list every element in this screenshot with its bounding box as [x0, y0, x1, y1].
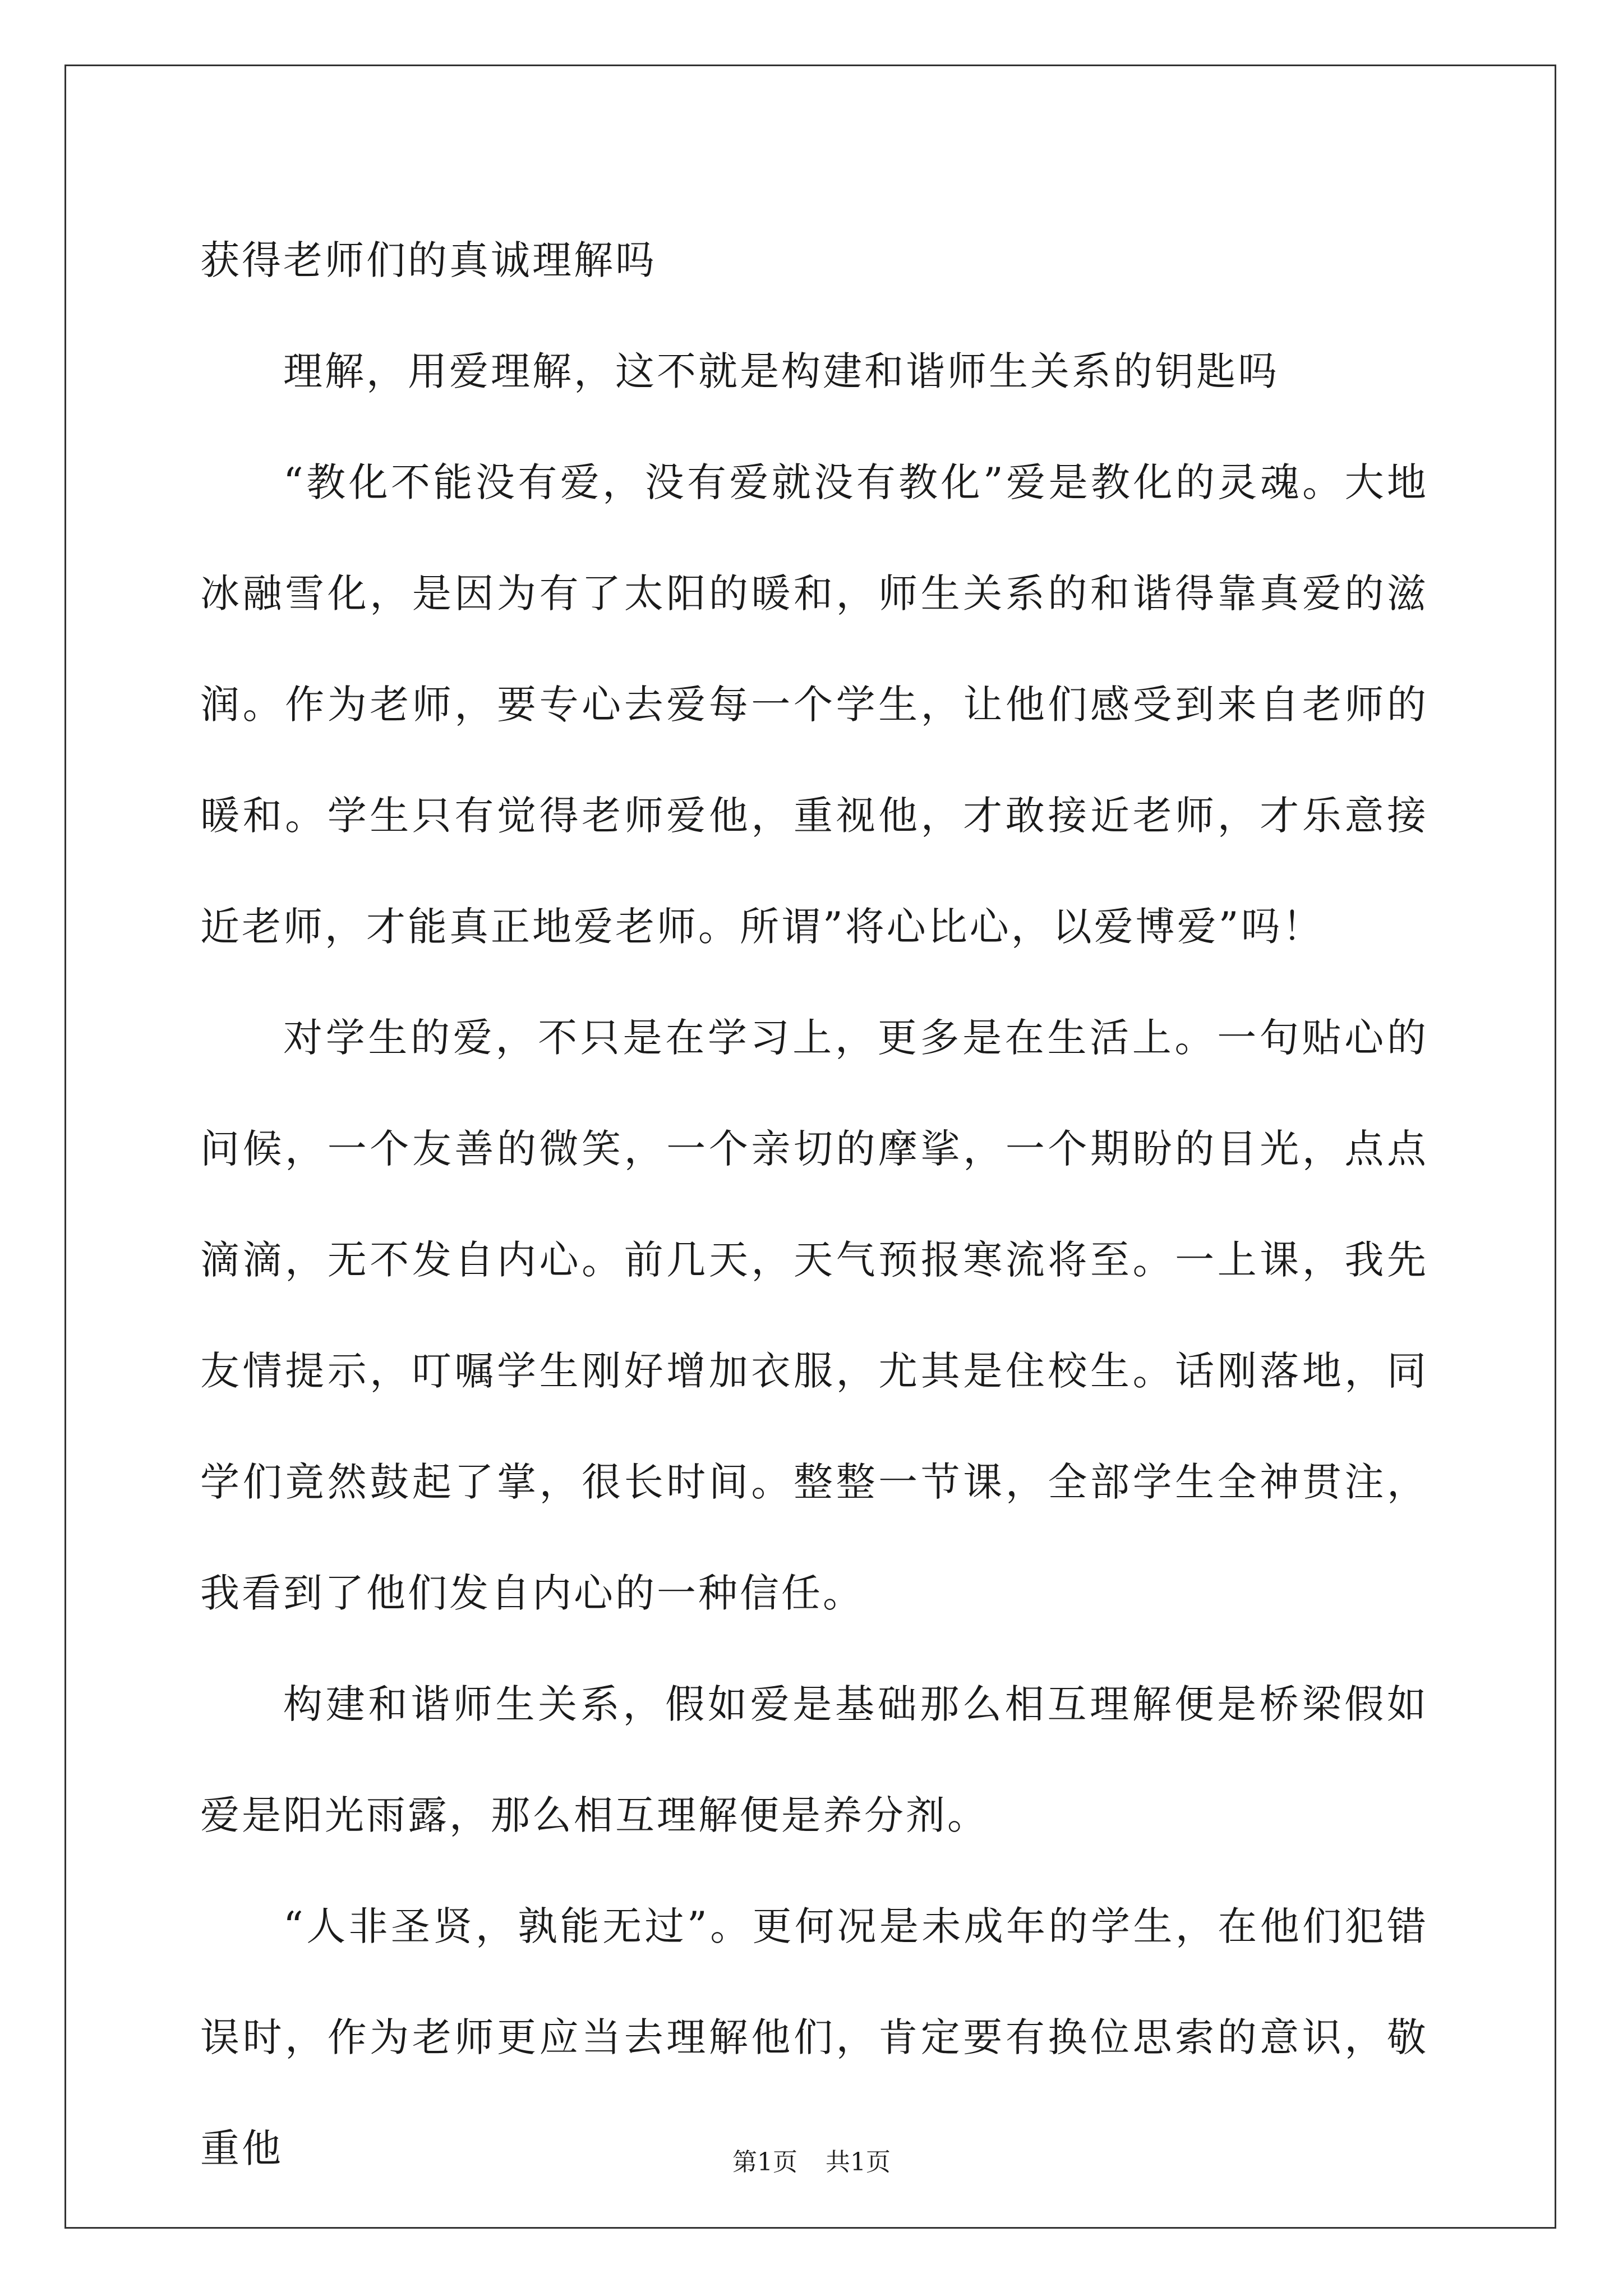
page-footer: [0, 2142, 1623, 2178]
paragraph-1: 获得老师们的真诚理解吗: [200, 237, 657, 283]
paragraph-3: “教化不能没有爱，没有爱就没有教化”爱是教化的灵魂。大地冰融雪化，是因为有了太阳的暖和，师生关系的和谐得靠真爱的滋润。作为老师，要专心去爱每一个学生，让他们感受到来自老师的暖和。学生只有觉得老师爱他，重视他，才敢接近老师，才乐意接近老师，才能真正地爱老师。所谓”将心比心，以爱博爱”吗！: [200, 459, 1428, 950]
paragraph-4: 对学生的爱，不只是在学习上，更多是在生活上。一句贴心的问候，一个友善的微笑，一个亲切的摩挲，一个期盼的目光，点点滴滴，无不发自内心。前几天，天气预报寒流将至。一上课，我先友情提示，叮嘱学生刚好增加衣服，尤其是住校生。话刚落地，同学们竟然鼓起了掌，很长时间。整整一节课，全部学生全神贯注，我看到了他们发自内心的一种信任。: [200, 1015, 1428, 1616]
page-number: 第1页: [732, 2148, 797, 2177]
paragraph-5: 构建和谐师生关系，假如爱是基础那么相互理解便是桥梁假如爱是阳光雨露，那么相互理解便是养分剂。: [200, 1681, 1428, 1838]
paragraph-2: 理解，用爱理解，这不就是构建和谐师生关系的钥匙吗: [283, 348, 1279, 394]
page-total: 共1页: [826, 2148, 891, 2177]
paragraph-6: “人非圣贤，孰能无过”。更何况是未成年的学生，在他们犯错误时，作为老师更应当去理解他们，肯定要有换位思索的意识，敬重他: [200, 1903, 1428, 2171]
document-body: [200, 205, 1428, 2204]
